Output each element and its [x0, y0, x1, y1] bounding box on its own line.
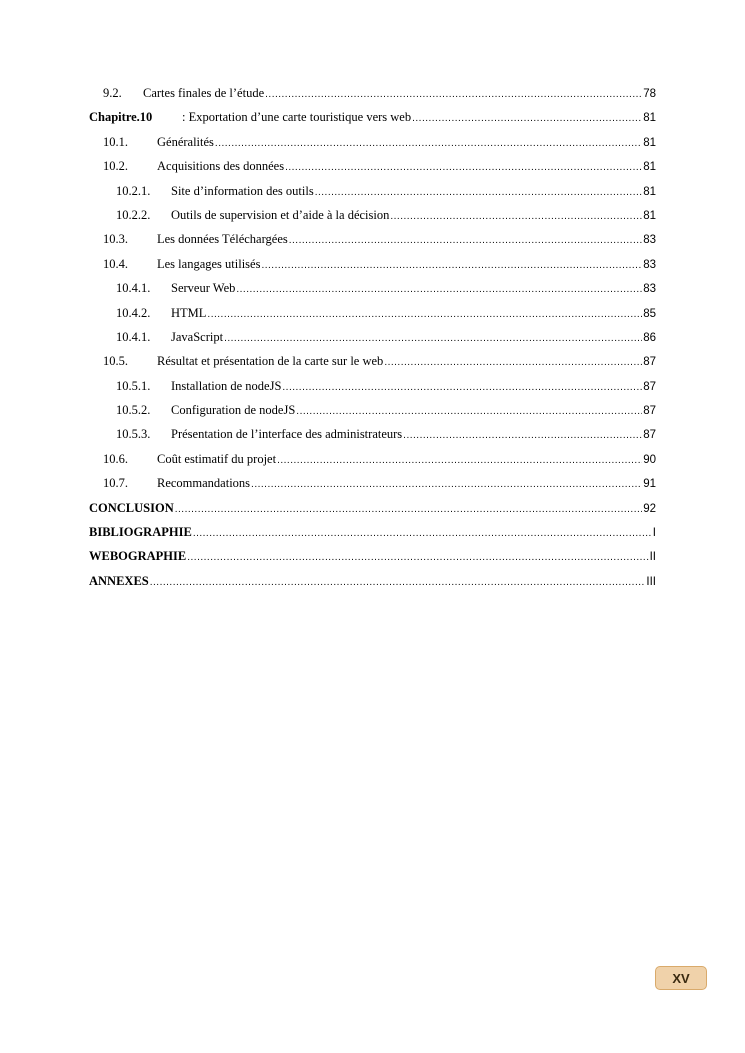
toc-entry-title: Configuration de nodeJS — [171, 403, 296, 418]
toc-entry-title: HTML — [171, 305, 207, 320]
toc-entry-number: 10.3. — [103, 232, 128, 247]
toc-entry-page: 81 — [643, 209, 656, 222]
toc-entry-number: 10.5.3. — [116, 427, 151, 442]
toc-entry-10-1[interactable] — [89, 135, 656, 159]
toc-entry-page: 90 — [643, 453, 656, 466]
toc-entry-webographie[interactable] — [89, 549, 656, 573]
toc-entry-title: Résultat et présentation de la carte sur le web — [157, 354, 384, 369]
dot-leader — [207, 309, 642, 320]
toc-entry-number: 10.5. — [103, 354, 128, 369]
dot-leader — [236, 284, 642, 295]
toc-entry-page: III — [646, 575, 656, 588]
toc-entry-page: 83 — [643, 258, 656, 271]
toc-entry-number: 10.7. — [103, 476, 128, 491]
toc-entry-title: Site d’information des outils — [171, 183, 314, 198]
toc-entry-page: 81 — [643, 136, 656, 149]
dot-leader — [215, 138, 642, 149]
dot-leader — [193, 528, 652, 539]
toc-entry-page: 87 — [643, 429, 656, 442]
dot-leader — [187, 552, 648, 563]
dot-leader — [265, 89, 642, 100]
dot-leader — [277, 455, 642, 466]
toc-entry-number: 10.2. — [103, 159, 128, 174]
toc-entry-title: Cartes finales de l’étude — [143, 86, 265, 100]
toc-entry-title: ANNEXES — [89, 573, 149, 588]
toc-entry-number: 10.1. — [103, 134, 128, 149]
toc-entry-10-5-3[interactable] — [89, 427, 656, 451]
toc-entry-9-2[interactable] — [89, 86, 656, 110]
toc-entry-page: 86 — [643, 331, 656, 344]
toc-entry-number: 10.4.1. — [116, 329, 151, 344]
dot-leader — [261, 260, 642, 271]
toc-entry-title: Recommandations — [157, 476, 251, 491]
toc-entry-10-2[interactable] — [89, 159, 656, 183]
toc-entry-number: 10.4.2. — [116, 305, 151, 320]
toc-entry-number: 10.2.2. — [116, 207, 151, 222]
toc-entry-title: WEBOGRAPHIE — [89, 549, 187, 564]
toc-entry-10-4[interactable] — [89, 257, 656, 281]
table-of-contents — [89, 86, 656, 598]
toc-entry-title: Coût estimatif du projet — [157, 451, 277, 466]
toc-entry-title: Acquisitions des données — [157, 159, 285, 174]
dot-leader — [175, 504, 642, 515]
dot-leader — [315, 187, 643, 198]
toc-entry-10-4-2[interactable] — [89, 306, 656, 330]
toc-entry-page: I — [652, 527, 656, 540]
toc-entry-page: 83 — [643, 234, 656, 247]
toc-entry-title: Installation de nodeJS — [171, 378, 282, 393]
toc-entry-number: 10.2.1. — [116, 183, 151, 198]
toc-entry-number: Chapitre.10 — [89, 110, 153, 125]
toc-entry-page: 87 — [643, 405, 656, 418]
toc-entry-10-2-1[interactable] — [89, 184, 656, 208]
toc-entry-10-4-1[interactable] — [89, 281, 656, 305]
dot-leader — [150, 577, 646, 588]
toc-entry-title: Présentation de l’interface des administrateurs — [171, 427, 403, 442]
dot-leader — [390, 211, 642, 222]
toc-entry-title: JavaScript — [171, 329, 224, 344]
toc-entry-10-5-1[interactable] — [89, 379, 656, 403]
dot-leader — [282, 382, 642, 393]
toc-entry-page: 81 — [643, 161, 656, 174]
toc-entry-10-4-1-javascript[interactable] — [89, 330, 656, 354]
toc-entry-page: 91 — [643, 478, 656, 491]
toc-entry-title: BIBLIOGRAPHIE — [89, 525, 192, 540]
toc-entry-annexes[interactable] — [89, 574, 656, 598]
dot-leader — [412, 113, 642, 124]
dot-leader — [296, 406, 642, 417]
toc-entry-number: 10.5.1. — [116, 378, 151, 393]
toc-entry-bibliographie[interactable] — [89, 525, 656, 549]
toc-entry-10-3[interactable] — [89, 232, 656, 256]
toc-entry-page: 81 — [643, 112, 656, 125]
dot-leader — [285, 162, 642, 173]
toc-entry-page: 85 — [643, 307, 656, 320]
toc-entry-10-2-2[interactable] — [89, 208, 656, 232]
toc-entry-10-6[interactable] — [89, 452, 656, 476]
toc-entry-title: Serveur Web — [171, 281, 236, 296]
dot-leader — [251, 479, 642, 490]
toc-entry-chapitre-10[interactable] — [89, 110, 656, 134]
toc-entry-number: 9.2. — [103, 86, 122, 100]
dot-leader — [224, 333, 642, 344]
toc-entry-page: 83 — [643, 283, 656, 296]
toc-entry-page: 87 — [643, 356, 656, 369]
toc-entry-page: 81 — [643, 185, 656, 198]
dot-leader — [289, 235, 642, 246]
toc-entry-number: 10.4. — [103, 256, 128, 271]
dot-leader — [403, 430, 642, 441]
toc-entry-page: 87 — [643, 380, 656, 393]
dot-leader — [384, 357, 642, 368]
toc-entry-conclusion[interactable] — [89, 501, 656, 525]
toc-entry-title: Généralités — [157, 134, 214, 149]
toc-entry-10-7[interactable] — [89, 476, 656, 500]
toc-entry-title: CONCLUSION — [89, 500, 174, 515]
toc-entry-page: II — [649, 551, 656, 564]
toc-entry-page: 78 — [643, 88, 656, 100]
toc-entry-title: : Exportation d’une carte touristique vers web — [182, 110, 412, 125]
toc-entry-number: 10.4.1. — [116, 281, 151, 296]
toc-entry-10-5-2[interactable] — [89, 403, 656, 427]
page-number-badge: XV — [655, 966, 707, 990]
toc-entry-title: Les langages utilisés — [157, 256, 261, 271]
toc-entry-number: 10.6. — [103, 451, 128, 466]
toc-entry-10-5[interactable] — [89, 354, 656, 378]
toc-entry-title: Outils de supervision et d’aide à la décision — [171, 207, 390, 222]
toc-entry-page: 92 — [643, 502, 656, 515]
toc-entry-number: 10.5.2. — [116, 403, 151, 418]
toc-entry-title: Les données Téléchargées — [157, 232, 288, 247]
